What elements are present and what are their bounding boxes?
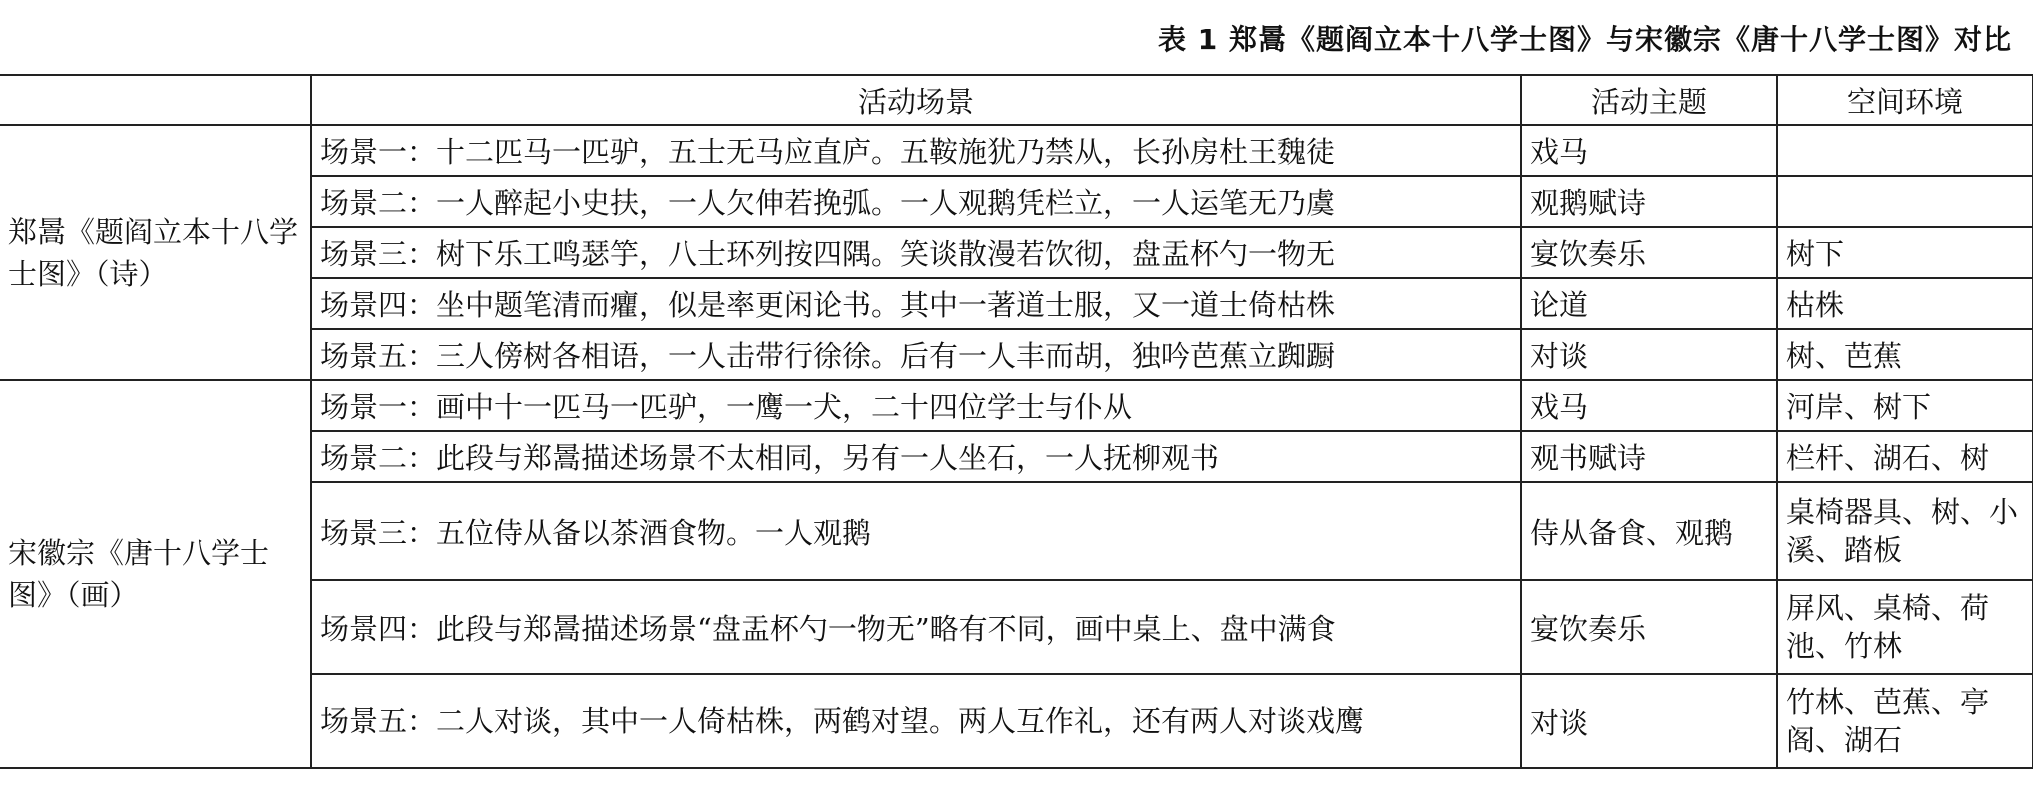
group-label-painting: 宋徽宗《唐十八学士图》（画） <box>0 380 311 768</box>
theme-cell: 戏马 <box>1521 125 1777 176</box>
env-cell <box>1777 176 2033 227</box>
scene-cell: 场景四：坐中题笔清而癯，似是率更闲论书。其中一著道士服，又一道士倚枯株 <box>311 278 1521 329</box>
header-activity-scene: 活动场景 <box>311 75 1521 125</box>
header-empty <box>0 75 311 125</box>
comparison-table <box>0 74 2033 769</box>
table-row <box>0 380 2033 431</box>
scene-cell: 场景三：树下乐工鸣瑟竽，八士环列按四隅。笑谈散漫若饮彻，盘盂杯勺一物无 <box>311 227 1521 278</box>
scene-cell: 场景五：三人傍树各相语，一人击带行徐徐。后有一人丰而胡，独吟芭蕉立踟蹰 <box>311 329 1521 380</box>
scene-cell: 场景四：此段与郑暠描述场景“盘盂杯勺一物无”略有不同，画中桌上、盘中满食 <box>311 580 1521 674</box>
theme-cell: 侍从备食、观鹅 <box>1521 482 1777 580</box>
env-cell: 枯株 <box>1777 278 2033 329</box>
theme-cell: 对谈 <box>1521 674 1777 768</box>
env-cell: 树、芭蕉 <box>1777 329 2033 380</box>
group-label-poem: 郑暠《题阎立本十八学士图》（诗） <box>0 125 311 380</box>
scene-cell: 场景三：五位侍从备以茶酒食物。一人观鹅 <box>311 482 1521 580</box>
table-caption: 表 1 郑暠《题阎立本十八学士图》与宋徽宗《唐十八学士图》对比 <box>1158 23 2012 56</box>
header-activity-theme: 活动主题 <box>1521 75 1777 125</box>
env-cell: 河岸、树下 <box>1777 380 2033 431</box>
scene-cell: 场景五：二人对谈，其中一人倚枯株，两鹤对望。两人互作礼，还有两人对谈戏鹰 <box>311 674 1521 768</box>
theme-cell: 对谈 <box>1521 329 1777 380</box>
env-cell: 栏杆、湖石、树 <box>1777 431 2033 482</box>
theme-cell: 观鹅赋诗 <box>1521 176 1777 227</box>
env-cell <box>1777 125 2033 176</box>
scene-cell: 场景一：十二匹马一匹驴，五士无马应直庐。五鞍施犹乃禁从，长孙房杜王魏徒 <box>311 125 1521 176</box>
table-row <box>0 125 2033 176</box>
theme-cell: 戏马 <box>1521 380 1777 431</box>
header-spatial-environment: 空间环境 <box>1777 75 2033 125</box>
header-row <box>0 75 2033 125</box>
scene-cell: 场景一：画中十一匹马一匹驴，一鹰一犬，二十四位学士与仆从 <box>311 380 1521 431</box>
env-cell: 竹林、芭蕉、亭阁、湖石 <box>1777 674 2033 768</box>
env-cell: 屏风、桌椅、荷池、竹林 <box>1777 580 2033 674</box>
theme-cell: 宴饮奏乐 <box>1521 227 1777 278</box>
env-cell: 树下 <box>1777 227 2033 278</box>
theme-cell: 观书赋诗 <box>1521 431 1777 482</box>
theme-cell: 论道 <box>1521 278 1777 329</box>
theme-cell: 宴饮奏乐 <box>1521 580 1777 674</box>
scene-cell: 场景二：此段与郑暠描述场景不太相同，另有一人坐石，一人抚柳观书 <box>311 431 1521 482</box>
env-cell: 桌椅器具、树、小溪、踏板 <box>1777 482 2033 580</box>
scene-cell: 场景二：一人醉起小史扶，一人欠伸若挽弧。一人观鹅凭栏立，一人运笔无乃虞 <box>311 176 1521 227</box>
